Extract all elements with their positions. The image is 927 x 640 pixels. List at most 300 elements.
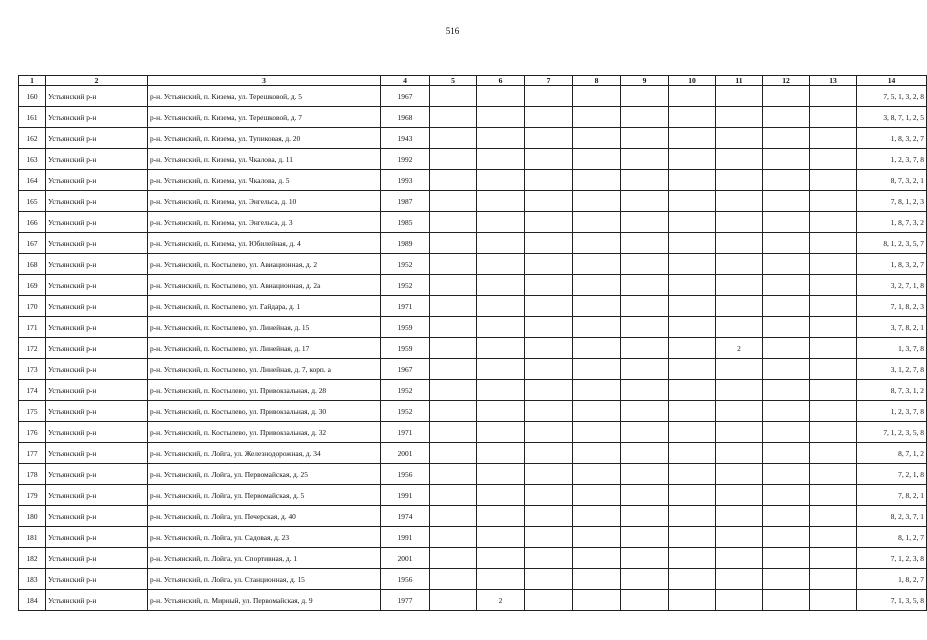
table-cell-col-11 bbox=[716, 359, 763, 380]
table-cell-col-9 bbox=[621, 275, 669, 296]
column-header-7: 7 bbox=[525, 76, 573, 86]
table-cell-col-8 bbox=[573, 464, 621, 485]
table-row bbox=[19, 401, 927, 422]
table-cell-col-2: Устьянский р-н bbox=[46, 443, 148, 464]
table-cell-col-1: 171 bbox=[19, 317, 46, 338]
table-cell-col-13 bbox=[810, 107, 857, 128]
table-cell-col-5 bbox=[430, 254, 477, 275]
table-cell-col-2: Устьянский р-н bbox=[46, 485, 148, 506]
table-cell-col-2: Устьянский р-н bbox=[46, 422, 148, 443]
table-cell-col-2: Устьянский р-н bbox=[46, 527, 148, 548]
table-cell-col-14: 7, 1, 3, 5, 8 bbox=[857, 590, 927, 611]
table-cell-col-12 bbox=[763, 422, 810, 443]
table-cell-col-1: 163 bbox=[19, 149, 46, 170]
table-cell-col-3: р-н. Устьянский, п. Костылево, ул. Привокзальная, д. 30 bbox=[148, 401, 381, 422]
table-cell-col-6 bbox=[477, 317, 525, 338]
table-cell-col-14: 1, 8, 3, 2, 7 bbox=[857, 254, 927, 275]
table-cell-col-4: 1993 bbox=[381, 170, 430, 191]
table-cell-col-5 bbox=[430, 233, 477, 254]
table-cell-col-2: Устьянский р-н bbox=[46, 128, 148, 149]
table-row bbox=[19, 212, 927, 233]
table-cell-col-7 bbox=[525, 485, 573, 506]
table-cell-col-2: Устьянский р-н bbox=[46, 359, 148, 380]
table-cell-col-12 bbox=[763, 548, 810, 569]
table-cell-col-12 bbox=[763, 464, 810, 485]
table-cell-col-1: 164 bbox=[19, 170, 46, 191]
table-cell-col-4: 1987 bbox=[381, 191, 430, 212]
table-cell-col-7 bbox=[525, 380, 573, 401]
table-cell-col-3: р-н. Устьянский, п. Лойга, ул. Садовая, д. 23 bbox=[148, 527, 381, 548]
table-cell-col-5 bbox=[430, 296, 477, 317]
table-cell-col-6 bbox=[477, 422, 525, 443]
table-cell-col-12 bbox=[763, 296, 810, 317]
table-cell-col-6 bbox=[477, 464, 525, 485]
table-body bbox=[19, 86, 927, 611]
table-cell-col-2: Устьянский р-н bbox=[46, 317, 148, 338]
table-row bbox=[19, 422, 927, 443]
data-table bbox=[18, 75, 927, 611]
column-header-13: 13 bbox=[810, 76, 857, 86]
table-row bbox=[19, 86, 927, 107]
table-cell-col-6 bbox=[477, 527, 525, 548]
table-cell-col-14: 7, 1, 2, 3, 8 bbox=[857, 548, 927, 569]
table-cell-col-14: 1, 2, 3, 7, 8 bbox=[857, 149, 927, 170]
column-header-2: 2 bbox=[46, 76, 148, 86]
table-cell-col-10 bbox=[669, 149, 716, 170]
table-cell-col-3: р-н. Устьянский, п. Костылево, ул. Авиационная, д. 2 bbox=[148, 254, 381, 275]
table-cell-col-8 bbox=[573, 380, 621, 401]
table-cell-col-4: 1952 bbox=[381, 401, 430, 422]
table-cell-col-10 bbox=[669, 380, 716, 401]
table-cell-col-11 bbox=[716, 212, 763, 233]
table-cell-col-7 bbox=[525, 569, 573, 590]
table-cell-col-2: Устьянский р-н bbox=[46, 275, 148, 296]
table-cell-col-2: Устьянский р-н bbox=[46, 569, 148, 590]
table-cell-col-10 bbox=[669, 506, 716, 527]
table-cell-col-1: 181 bbox=[19, 527, 46, 548]
table-cell-col-1: 177 bbox=[19, 443, 46, 464]
table-cell-col-9 bbox=[621, 86, 669, 107]
table-cell-col-9 bbox=[621, 443, 669, 464]
table-cell-col-4: 1967 bbox=[381, 359, 430, 380]
table-cell-col-1: 174 bbox=[19, 380, 46, 401]
table-cell-col-12 bbox=[763, 149, 810, 170]
table-cell-col-5 bbox=[430, 170, 477, 191]
table-cell-col-2: Устьянский р-н bbox=[46, 464, 148, 485]
table-cell-col-5 bbox=[430, 548, 477, 569]
table-cell-col-10 bbox=[669, 86, 716, 107]
table-cell-col-10 bbox=[669, 170, 716, 191]
table-cell-col-6 bbox=[477, 380, 525, 401]
table-cell-col-6 bbox=[477, 233, 525, 254]
table-cell-col-6 bbox=[477, 569, 525, 590]
table-cell-col-12 bbox=[763, 359, 810, 380]
table-cell-col-5 bbox=[430, 569, 477, 590]
table-row bbox=[19, 296, 927, 317]
table-cell-col-1: 182 bbox=[19, 548, 46, 569]
table-row bbox=[19, 485, 927, 506]
column-header-6: 6 bbox=[477, 76, 525, 86]
table-cell-col-4: 1952 bbox=[381, 275, 430, 296]
table-cell-col-1: 178 bbox=[19, 464, 46, 485]
table-cell-col-2: Устьянский р-н bbox=[46, 548, 148, 569]
table-cell-col-7 bbox=[525, 275, 573, 296]
table-cell-col-5 bbox=[430, 338, 477, 359]
table-cell-col-5 bbox=[430, 317, 477, 338]
table-cell-col-14: 8, 7, 3, 1, 2 bbox=[857, 380, 927, 401]
table-cell-col-13 bbox=[810, 359, 857, 380]
table-row bbox=[19, 338, 927, 359]
table-cell-col-10 bbox=[669, 359, 716, 380]
table-cell-col-3: р-н. Устьянский, п. Кизема, ул. Терешковой, д. 7 bbox=[148, 107, 381, 128]
table-cell-col-4: 2001 bbox=[381, 443, 430, 464]
table-cell-col-3: р-н. Устьянский, п. Кизема, ул. Терешковой, д. 5 bbox=[148, 86, 381, 107]
table-row bbox=[19, 590, 927, 611]
table-cell-col-5 bbox=[430, 86, 477, 107]
table-cell-col-3: р-н. Устьянский, п. Кизема, ул. Юбилейная, д. 4 bbox=[148, 233, 381, 254]
table-cell-col-4: 1952 bbox=[381, 254, 430, 275]
table-cell-col-7 bbox=[525, 212, 573, 233]
column-header-10: 10 bbox=[669, 76, 716, 86]
table-cell-col-5 bbox=[430, 107, 477, 128]
table-cell-col-9 bbox=[621, 569, 669, 590]
table-cell-col-1: 160 bbox=[19, 86, 46, 107]
table-cell-col-5 bbox=[430, 422, 477, 443]
table-cell-col-2: Устьянский р-н bbox=[46, 401, 148, 422]
table-cell-col-7 bbox=[525, 149, 573, 170]
table-cell-col-8 bbox=[573, 233, 621, 254]
table-cell-col-5 bbox=[430, 506, 477, 527]
table-cell-col-13 bbox=[810, 422, 857, 443]
table-cell-col-8 bbox=[573, 548, 621, 569]
table-cell-col-8 bbox=[573, 149, 621, 170]
table-cell-col-6 bbox=[477, 506, 525, 527]
table-cell-col-11 bbox=[716, 548, 763, 569]
table-cell-col-8 bbox=[573, 107, 621, 128]
table-row bbox=[19, 506, 927, 527]
table-cell-col-12 bbox=[763, 233, 810, 254]
table-cell-col-6 bbox=[477, 296, 525, 317]
table-row bbox=[19, 527, 927, 548]
table-cell-col-12 bbox=[763, 485, 810, 506]
table-cell-col-13 bbox=[810, 233, 857, 254]
table-cell-col-13 bbox=[810, 128, 857, 149]
table-cell-col-7 bbox=[525, 338, 573, 359]
table-cell-col-14: 1, 8, 7, 3, 2 bbox=[857, 212, 927, 233]
table-cell-col-12 bbox=[763, 506, 810, 527]
table-cell-col-9 bbox=[621, 464, 669, 485]
table-cell-col-13 bbox=[810, 191, 857, 212]
table-cell-col-8 bbox=[573, 317, 621, 338]
table-cell-col-6 bbox=[477, 149, 525, 170]
table-cell-col-9 bbox=[621, 149, 669, 170]
table-cell-col-1: 179 bbox=[19, 485, 46, 506]
table-cell-col-8 bbox=[573, 254, 621, 275]
table-cell-col-11 bbox=[716, 107, 763, 128]
table-cell-col-3: р-н. Устьянский, п. Костылево, ул. Линейная, д. 15 bbox=[148, 317, 381, 338]
table-cell-col-14: 7, 1, 8, 2, 3 bbox=[857, 296, 927, 317]
table-cell-col-14: 7, 1, 2, 3, 5, 8 bbox=[857, 422, 927, 443]
table-cell-col-3: р-н. Устьянский, п. Лойга, ул. Первомайская, д. 5 bbox=[148, 485, 381, 506]
table-cell-col-6 bbox=[477, 359, 525, 380]
table-cell-col-6: 2 bbox=[477, 590, 525, 611]
table-cell-col-12 bbox=[763, 107, 810, 128]
table-cell-col-3: р-н. Устьянский, п. Лойга, ул. Спортивная, д. 1 bbox=[148, 548, 381, 569]
table-cell-col-14: 1, 8, 3, 2, 7 bbox=[857, 128, 927, 149]
table-cell-col-4: 1977 bbox=[381, 590, 430, 611]
table-cell-col-13 bbox=[810, 548, 857, 569]
table-cell-col-10 bbox=[669, 527, 716, 548]
table-row bbox=[19, 317, 927, 338]
table-cell-col-1: 175 bbox=[19, 401, 46, 422]
table-cell-col-3: р-н. Устьянский, п. Костылево, ул. Линейная, д. 17 bbox=[148, 338, 381, 359]
table-cell-col-13 bbox=[810, 338, 857, 359]
table-cell-col-10 bbox=[669, 485, 716, 506]
table-cell-col-12 bbox=[763, 380, 810, 401]
table-row bbox=[19, 149, 927, 170]
table-cell-col-7 bbox=[525, 359, 573, 380]
table-cell-col-14: 1, 2, 3, 7, 8 bbox=[857, 401, 927, 422]
table-cell-col-9 bbox=[621, 107, 669, 128]
table-cell-col-10 bbox=[669, 443, 716, 464]
table-cell-col-2: Устьянский р-н bbox=[46, 338, 148, 359]
table-cell-col-13 bbox=[810, 170, 857, 191]
table-cell-col-7 bbox=[525, 296, 573, 317]
table-cell-col-5 bbox=[430, 191, 477, 212]
table-cell-col-13 bbox=[810, 317, 857, 338]
table-cell-col-4: 1968 bbox=[381, 107, 430, 128]
table-cell-col-2: Устьянский р-н bbox=[46, 380, 148, 401]
table-cell-col-13 bbox=[810, 380, 857, 401]
table-cell-col-8 bbox=[573, 296, 621, 317]
table-cell-col-2: Устьянский р-н bbox=[46, 170, 148, 191]
table-cell-col-14: 3, 7, 8, 2, 1 bbox=[857, 317, 927, 338]
table-cell-col-13 bbox=[810, 86, 857, 107]
table-cell-col-6 bbox=[477, 86, 525, 107]
table-cell-col-10 bbox=[669, 107, 716, 128]
table-cell-col-13 bbox=[810, 296, 857, 317]
table-cell-col-6 bbox=[477, 338, 525, 359]
table-cell-col-3: р-н. Устьянский, п. Кизема, ул. Тупиковая, д. 20 bbox=[148, 128, 381, 149]
table-row bbox=[19, 569, 927, 590]
table-row bbox=[19, 107, 927, 128]
table-cell-col-8 bbox=[573, 422, 621, 443]
table-cell-col-7 bbox=[525, 107, 573, 128]
table-cell-col-3: р-н. Устьянский, п. Кизема, ул. Чкалова, д. 11 bbox=[148, 149, 381, 170]
table-cell-col-3: р-н. Устьянский, п. Костылево, ул. Привокзальная, д. 32 bbox=[148, 422, 381, 443]
table-cell-col-4: 1991 bbox=[381, 527, 430, 548]
table-cell-col-10 bbox=[669, 464, 716, 485]
table-cell-col-12 bbox=[763, 317, 810, 338]
table-cell-col-6 bbox=[477, 170, 525, 191]
table-cell-col-12 bbox=[763, 443, 810, 464]
table-cell-col-3: р-н. Устьянский, п. Лойга, ул. Первомайская, д. 25 bbox=[148, 464, 381, 485]
table-cell-col-1: 173 bbox=[19, 359, 46, 380]
table-cell-col-5 bbox=[430, 128, 477, 149]
table-cell-col-14: 8, 2, 3, 7, 1 bbox=[857, 506, 927, 527]
table-cell-col-2: Устьянский р-н bbox=[46, 296, 148, 317]
table-row bbox=[19, 464, 927, 485]
table-cell-col-7 bbox=[525, 590, 573, 611]
table-cell-col-5 bbox=[430, 275, 477, 296]
table-cell-col-4: 1989 bbox=[381, 233, 430, 254]
table-cell-col-9 bbox=[621, 254, 669, 275]
table-cell-col-5 bbox=[430, 464, 477, 485]
table-cell-col-10 bbox=[669, 422, 716, 443]
table-cell-col-11 bbox=[716, 527, 763, 548]
table-cell-col-8 bbox=[573, 86, 621, 107]
table-cell-col-7 bbox=[525, 191, 573, 212]
table-cell-col-11 bbox=[716, 86, 763, 107]
table-cell-col-13 bbox=[810, 569, 857, 590]
table-cell-col-6 bbox=[477, 107, 525, 128]
table-cell-col-13 bbox=[810, 527, 857, 548]
table-cell-col-8 bbox=[573, 212, 621, 233]
table-cell-col-12 bbox=[763, 191, 810, 212]
table-cell-col-13 bbox=[810, 149, 857, 170]
table-cell-col-6 bbox=[477, 275, 525, 296]
table-cell-col-1: 184 bbox=[19, 590, 46, 611]
table-cell-col-7 bbox=[525, 548, 573, 569]
table-cell-col-8 bbox=[573, 527, 621, 548]
table-cell-col-11 bbox=[716, 254, 763, 275]
table-cell-col-12 bbox=[763, 212, 810, 233]
table-cell-col-6 bbox=[477, 212, 525, 233]
table-cell-col-13 bbox=[810, 443, 857, 464]
table-cell-col-9 bbox=[621, 506, 669, 527]
table-cell-col-14: 7, 8, 2, 1 bbox=[857, 485, 927, 506]
table-cell-col-11 bbox=[716, 464, 763, 485]
header-row bbox=[19, 76, 927, 86]
table-cell-col-11 bbox=[716, 275, 763, 296]
table-cell-col-6 bbox=[477, 191, 525, 212]
table-cell-col-9 bbox=[621, 485, 669, 506]
column-header-12: 12 bbox=[763, 76, 810, 86]
table-cell-col-3: р-н. Устьянский, п. Лойга, ул. Станционная, д. 15 bbox=[148, 569, 381, 590]
table-cell-col-11 bbox=[716, 422, 763, 443]
table-cell-col-11 bbox=[716, 401, 763, 422]
table-cell-col-4: 1992 bbox=[381, 149, 430, 170]
table-cell-col-10 bbox=[669, 191, 716, 212]
table-cell-col-9 bbox=[621, 422, 669, 443]
table-cell-col-6 bbox=[477, 485, 525, 506]
table-cell-col-5 bbox=[430, 590, 477, 611]
table-cell-col-8 bbox=[573, 401, 621, 422]
table-cell-col-12 bbox=[763, 128, 810, 149]
table-cell-col-5 bbox=[430, 149, 477, 170]
page-number: 516 bbox=[445, 26, 460, 36]
table-cell-col-1: 162 bbox=[19, 128, 46, 149]
column-header-3: 3 bbox=[148, 76, 381, 86]
table-cell-col-12 bbox=[763, 569, 810, 590]
table-cell-col-10 bbox=[669, 296, 716, 317]
table-cell-col-1: 168 bbox=[19, 254, 46, 275]
column-header-1: 1 bbox=[19, 76, 46, 86]
table-cell-col-9 bbox=[621, 233, 669, 254]
table-cell-col-9 bbox=[621, 317, 669, 338]
table-cell-col-14: 3, 2, 7, 1, 8 bbox=[857, 275, 927, 296]
table-cell-col-13 bbox=[810, 254, 857, 275]
table-cell-col-10 bbox=[669, 128, 716, 149]
table-cell-col-1: 183 bbox=[19, 569, 46, 590]
table-cell-col-10 bbox=[669, 317, 716, 338]
table-row bbox=[19, 359, 927, 380]
table-cell-col-11 bbox=[716, 380, 763, 401]
table-row bbox=[19, 170, 927, 191]
table-cell-col-4: 1959 bbox=[381, 338, 430, 359]
column-header-5: 5 bbox=[430, 76, 477, 86]
table-cell-col-8 bbox=[573, 506, 621, 527]
table-row bbox=[19, 128, 927, 149]
table-cell-col-1: 167 bbox=[19, 233, 46, 254]
table-row bbox=[19, 443, 927, 464]
table-cell-col-8 bbox=[573, 338, 621, 359]
table-cell-col-13 bbox=[810, 275, 857, 296]
table-cell-col-3: р-н. Устьянский, п. Кизема, ул. Энгельса, д. 3 bbox=[148, 212, 381, 233]
table-cell-col-11: 2 bbox=[716, 338, 763, 359]
table-cell-col-7 bbox=[525, 128, 573, 149]
table-cell-col-14: 7, 8, 1, 2, 3 bbox=[857, 191, 927, 212]
table-cell-col-8 bbox=[573, 485, 621, 506]
table-cell-col-9 bbox=[621, 590, 669, 611]
table-cell-col-1: 161 bbox=[19, 107, 46, 128]
table-cell-col-10 bbox=[669, 548, 716, 569]
table-cell-col-4: 1956 bbox=[381, 569, 430, 590]
table-cell-col-3: р-н. Устьянский, п. Лойга, ул. Железнодорожная, д. 34 bbox=[148, 443, 381, 464]
table-cell-col-14: 8, 1, 2, 3, 5, 7 bbox=[857, 233, 927, 254]
table-cell-col-11 bbox=[716, 170, 763, 191]
table-cell-col-11 bbox=[716, 590, 763, 611]
table-cell-col-9 bbox=[621, 212, 669, 233]
table-cell-col-4: 1959 bbox=[381, 317, 430, 338]
table-cell-col-13 bbox=[810, 464, 857, 485]
table-row bbox=[19, 380, 927, 401]
table-cell-col-5 bbox=[430, 212, 477, 233]
table-cell-col-11 bbox=[716, 569, 763, 590]
table-cell-col-3: р-н. Устьянский, п. Мирный, ул. Первомайская, д. 9 bbox=[148, 590, 381, 611]
table-cell-col-1: 180 bbox=[19, 506, 46, 527]
table-cell-col-13 bbox=[810, 401, 857, 422]
table-row bbox=[19, 254, 927, 275]
table-cell-col-1: 176 bbox=[19, 422, 46, 443]
table-cell-col-14: 8, 7, 3, 2, 1 bbox=[857, 170, 927, 191]
table-cell-col-7 bbox=[525, 86, 573, 107]
table-cell-col-11 bbox=[716, 149, 763, 170]
table-cell-col-6 bbox=[477, 128, 525, 149]
column-header-9: 9 bbox=[621, 76, 669, 86]
table-cell-col-3: р-н. Устьянский, п. Костылево, ул. Линейная, д. 7, корп. а bbox=[148, 359, 381, 380]
column-header-8: 8 bbox=[573, 76, 621, 86]
table-cell-col-11 bbox=[716, 506, 763, 527]
table-cell-col-4: 1991 bbox=[381, 485, 430, 506]
table-cell-col-3: р-н. Устьянский, п. Костылево, ул. Авиационная, д. 2а bbox=[148, 275, 381, 296]
table-cell-col-7 bbox=[525, 254, 573, 275]
column-header-11: 11 bbox=[716, 76, 763, 86]
table-cell-col-2: Устьянский р-н bbox=[46, 506, 148, 527]
table-cell-col-1: 166 bbox=[19, 212, 46, 233]
table-cell-col-8 bbox=[573, 170, 621, 191]
table-cell-col-11 bbox=[716, 128, 763, 149]
table-cell-col-5 bbox=[430, 401, 477, 422]
table-row bbox=[19, 548, 927, 569]
table-cell-col-12 bbox=[763, 338, 810, 359]
table-cell-col-6 bbox=[477, 401, 525, 422]
table-cell-col-1: 165 bbox=[19, 191, 46, 212]
table-cell-col-14: 7, 5, 1, 3, 2, 8 bbox=[857, 86, 927, 107]
table-cell-col-9 bbox=[621, 338, 669, 359]
table-row bbox=[19, 233, 927, 254]
table-cell-col-2: Устьянский р-н bbox=[46, 212, 148, 233]
